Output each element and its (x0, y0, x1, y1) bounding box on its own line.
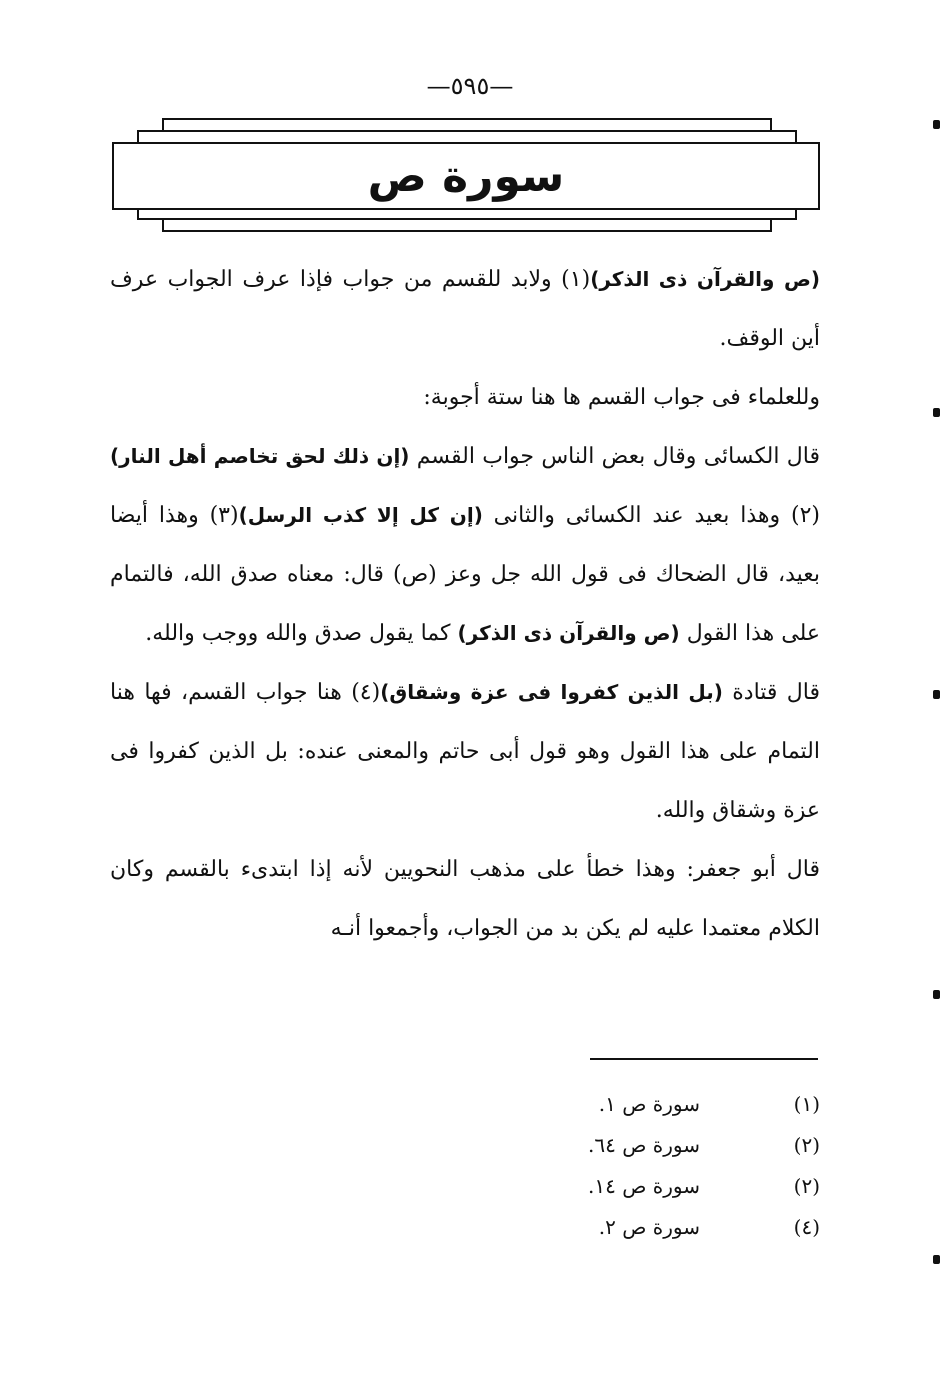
text-segment: قال الكسائى وقال بعض الناس جواب القسم (409, 444, 820, 469)
quran-quote: (ص والقرآن ذى الذكر) (590, 267, 820, 291)
text-segment: (٣) وهذا أيضا بعيد، قال الضحاك فى قول الله جل وعز (ص) قال: معناه صدق الله، فالتمام على هذا القول (110, 503, 820, 646)
footnote-text: سورة ص ٦٤. (588, 1132, 700, 1157)
quran-quote: (ص والقرآن ذى الذكر) (457, 621, 680, 645)
scan-margin-mark (933, 120, 940, 129)
paragraph (110, 427, 820, 663)
quran-quote: (إن ذلك لحق تخاصم أهل النار) (110, 444, 410, 468)
text-segment: قال قتادة (722, 680, 821, 705)
footnote-text: سورة ص ١٤. (588, 1173, 700, 1198)
footnote-text: سورة ص ٢. (598, 1214, 700, 1239)
text-segment: (٤) هنا جواب القسم، فها هنا التمام على هذا القول وهو قول أبى حاتم والمعنى عنده: بل الذين كفروا فى عزة وشقاق والله. (110, 680, 820, 823)
paragraph (110, 368, 820, 427)
paragraph (110, 840, 820, 958)
body-text (110, 250, 820, 958)
scan-margin-mark (933, 1255, 940, 1264)
scan-margin-mark (933, 990, 940, 999)
footnote (450, 1083, 820, 1124)
footnote-number: (٢) (793, 1173, 820, 1198)
footnotes (450, 1083, 820, 1247)
frame-border (137, 130, 797, 142)
text-segment: كما يقول صدق والله ووجب والله. (145, 621, 458, 646)
footnote (450, 1165, 820, 1206)
text-segment: (١) ولابد للقسم من جواب فإذا عرف الجواب عرف أين الوقف. (110, 267, 820, 351)
page-number: —٥٩٥— (426, 72, 514, 100)
footnote (450, 1206, 820, 1247)
quran-quote: (بل الذين كفروا فى عزة وشقاق) (380, 680, 723, 704)
scan-margin-mark (933, 408, 940, 417)
footnote-text: سورة ص ١. (598, 1091, 700, 1116)
scan-margin-mark (933, 690, 940, 699)
footnote-number: (٢) (793, 1132, 820, 1157)
paragraph (110, 250, 820, 368)
footnote (450, 1124, 820, 1165)
footnote-separator (590, 1058, 818, 1060)
text-segment: قال أبو جعفر: وهذا خطأ على مذهب النحويين لأنه إذا ابتدىء بالقسم وكان الكلام معتمدا عليه لم يكن بد من الجواب، وأجمعوا أنـه (110, 857, 820, 941)
frame-border (162, 218, 772, 232)
text-segment: وللعلماء فى جواب القسم ها هنا ستة أجوبة: (423, 385, 820, 410)
text-segment: (٢) وهذا بعيد عند الكسائى والثانى (482, 503, 820, 528)
footnote-number: (١) (793, 1091, 820, 1116)
surah-title-frame (112, 118, 820, 233)
footnote-number: (٤) (793, 1214, 820, 1239)
surah-title: سورة ص (367, 150, 565, 202)
quran-quote: (إن كل إلا كذب الرسل) (238, 503, 483, 527)
paragraph (110, 663, 820, 840)
surah-title-box (112, 142, 820, 210)
